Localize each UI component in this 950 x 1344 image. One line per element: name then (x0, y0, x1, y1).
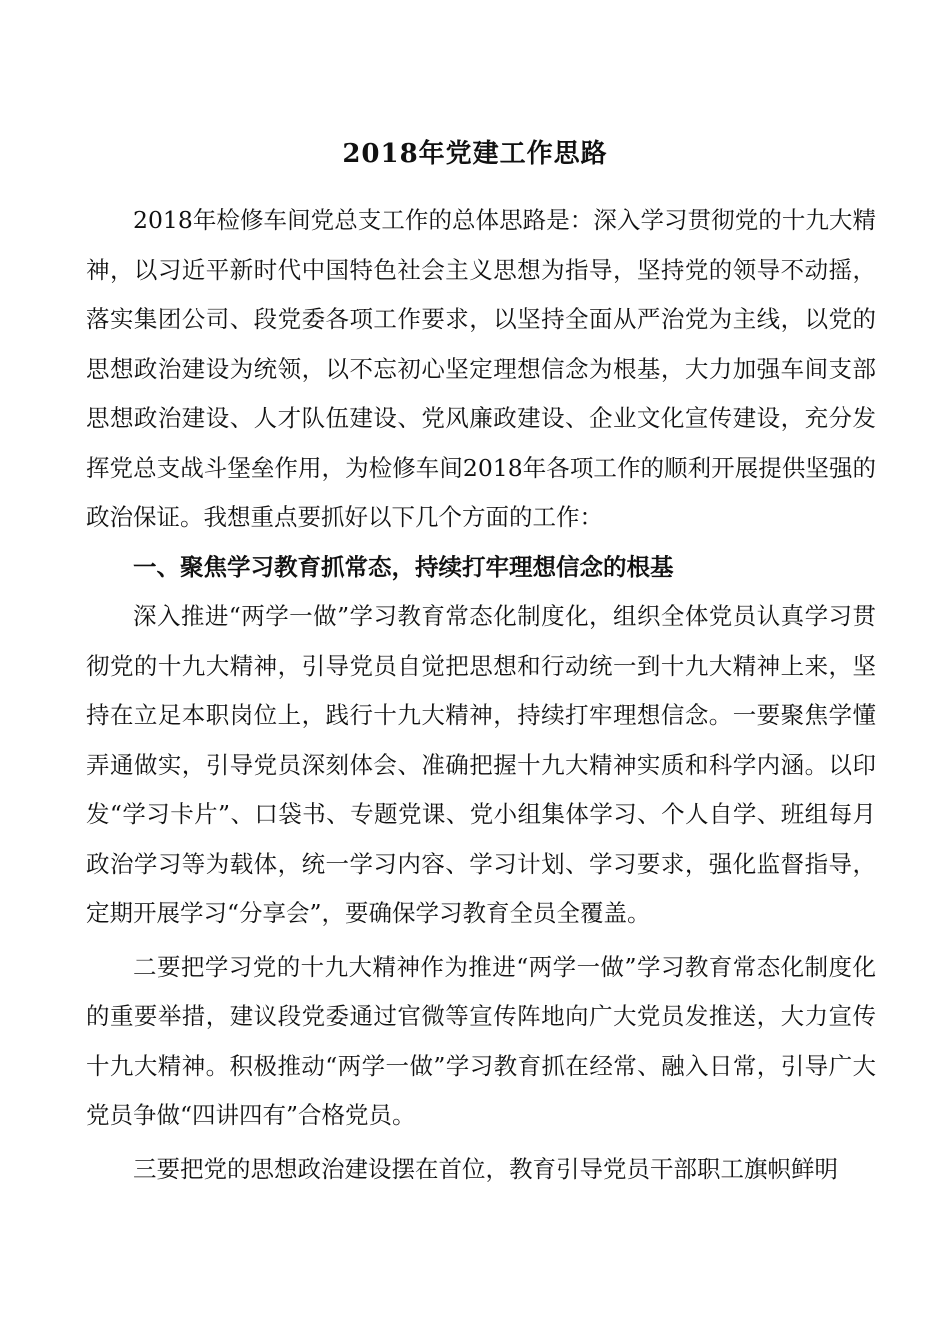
body-paragraph: 三要把党的思想政治建设摆在首位，教育引导党员干部职工旗帜鲜明 (133, 1154, 838, 1183)
document-title: 2018年党建工作思路 (342, 139, 608, 169)
intro-paragraph: 2018年检修车间党总支工作的总体思路是：深入学习贯彻党的十九大精神，以习近平新时代中国特色社会主义思想为指导，坚持党的领导不动摇，落实集团公司、段党委各项工作要求，以坚持全面从严治党为主线，以党的思想政治建设为统领，以不忘初心坚定理想信念为根基，大力加强车间支部思想政治建设、人才队伍建设、党风廉政建设、企业文化宣传建设，充分发挥党总支战斗堡垒作用，为检修车间2018年各项工作的顺利开展提供坚强的政治保证。我想重点要抓好以下几个方面的工作： (86, 206, 876, 531)
section-heading-1: 一、聚焦学习教育抓常态，持续打牢理想信念的根基 (133, 552, 674, 581)
body-paragraph: 深入推进“两学一做”学习教育常态化制度化，组织全体党员认真学习贯彻党的十九大精神，引导党员自觉把思想和行动统一到十九大精神上来，坚持在立足本职岗位上，践行十九大精神，持续打牢理想信念。一要聚焦学懂弄通做实，引导党员深刻体会、准确把握十九大精神实质和科学内涵。以印发“学习卡片”、口袋书、专题党课、党小组集体学习、个人自学、班组每月政治学习等为载体，统一学习内容、学习计划、学习要求，强化监督指导，定期开展学习“分享会”，要确保学习教育全员全覆盖。 (86, 602, 876, 927)
body-paragraph: 二要把学习党的十九大精神作为推进“两学一做”学习教育常态化制度化的重要举措，建议段党委通过官微等宣传阵地向广大党员发推送，大力宣传十九大精神。积极推动“两学一做”学习教育抓在经常、融入日常，引导广大党员争做“四讲四有”合格党员。 (86, 952, 876, 1129)
document-body (86, 196, 876, 1194)
